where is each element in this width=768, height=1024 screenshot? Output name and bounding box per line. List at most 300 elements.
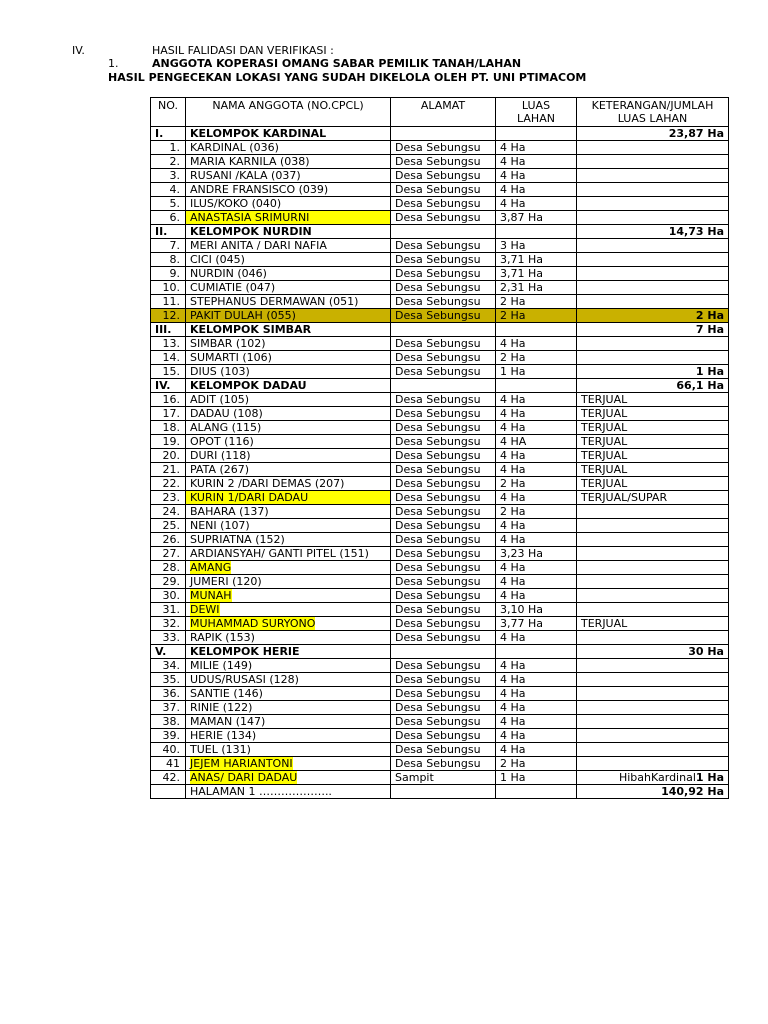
member-name: MARIA KARNILA (038) (186, 155, 391, 169)
member-area: 4 Ha (496, 183, 577, 197)
member-name: SUMARTI (106) (186, 351, 391, 365)
member-area: 2 Ha (496, 757, 577, 771)
table-row (151, 351, 729, 365)
group-total: 23,87 Ha (577, 127, 729, 141)
row-number: 33. (151, 631, 186, 645)
col-header-name: NAMA ANGGOTA (NO.CPCL) (186, 98, 391, 127)
table-row (151, 477, 729, 491)
member-notes (577, 603, 729, 617)
member-name (186, 617, 391, 631)
member-name: MILIE (149) (186, 659, 391, 673)
member-address: Desa Sebungsu (391, 715, 496, 729)
member-address: Desa Sebungsu (391, 141, 496, 155)
row-number: 31. (151, 603, 186, 617)
member-notes (577, 505, 729, 519)
member-area: 4 Ha (496, 169, 577, 183)
member-area: 4 Ha (496, 519, 577, 533)
row-number: 10. (151, 281, 186, 295)
member-name: RINIE (122) (186, 701, 391, 715)
member-notes: TERJUAL (577, 449, 729, 463)
member-name (186, 757, 391, 771)
member-name: TUEL (131) (186, 743, 391, 757)
member-name: DURI (118) (186, 449, 391, 463)
table-row (151, 239, 729, 253)
member-address: Desa Sebungsu (391, 477, 496, 491)
member-address: Desa Sebungsu (391, 533, 496, 547)
row-number: 25. (151, 519, 186, 533)
member-notes: TERJUAL (577, 421, 729, 435)
notes-prefix: HibahKardinal (618, 771, 696, 784)
section-number: IV. (72, 44, 85, 57)
group-name: KELOMPOK NURDIN (186, 225, 391, 239)
row-number: 18. (151, 421, 186, 435)
member-notes (577, 281, 729, 295)
member-notes (577, 337, 729, 351)
member-name: MERI ANITA / DARI NAFIA (186, 239, 391, 253)
row-area (496, 645, 577, 659)
member-notes (577, 631, 729, 645)
table-row (151, 533, 729, 547)
member-notes (577, 155, 729, 169)
row-number: 15. (151, 365, 186, 379)
member-area: 4 Ha (496, 393, 577, 407)
table-row (151, 687, 729, 701)
table-row (151, 183, 729, 197)
member-area: 4 Ha (496, 407, 577, 421)
member-area: 4 HA (496, 435, 577, 449)
table-row (151, 337, 729, 351)
member-notes (577, 267, 729, 281)
member-address: Desa Sebungsu (391, 449, 496, 463)
row-number: 26. (151, 533, 186, 547)
group-row (151, 323, 729, 337)
member-notes (577, 757, 729, 771)
member-area: 4 Ha (496, 715, 577, 729)
member-notes (577, 687, 729, 701)
member-name: BAHARA (137) (186, 505, 391, 519)
member-name: MAMAN (147) (186, 715, 391, 729)
member-area: 4 Ha (496, 561, 577, 575)
member-notes: TERJUAL (577, 435, 729, 449)
member-name: ANASTASIA SRIMURNI (186, 211, 391, 225)
member-notes (577, 519, 729, 533)
highlighted-name: AMANG (190, 561, 232, 574)
group-row (151, 225, 729, 239)
page-label: HALAMAN 1 ……………….. (186, 785, 391, 799)
notes-value: 1 Ha (695, 771, 724, 784)
group-name: KELOMPOK KARDINAL (186, 127, 391, 141)
table-row (151, 561, 729, 575)
member-area: 4 Ha (496, 659, 577, 673)
highlighted-name: MUHAMMAD SURYONO (190, 617, 316, 630)
member-area: 4 Ha (496, 421, 577, 435)
table-body (151, 127, 729, 799)
table-row (151, 141, 729, 155)
table-row (151, 449, 729, 463)
member-address: Desa Sebungsu (391, 673, 496, 687)
table-row (151, 519, 729, 533)
member-area: 4 Ha (496, 337, 577, 351)
row-number: 8. (151, 253, 186, 267)
table-row (151, 603, 729, 617)
member-notes: TERJUAL (577, 393, 729, 407)
member-address: Desa Sebungsu (391, 701, 496, 715)
member-area: 2 Ha (496, 309, 577, 323)
member-name: SIMBAR (102) (186, 337, 391, 351)
row-area (496, 323, 577, 337)
member-notes: TERJUAL (577, 463, 729, 477)
table-row (151, 211, 729, 225)
member-area: 3,77 Ha (496, 617, 577, 631)
row-number: I. (151, 127, 186, 141)
row-number: III. (151, 323, 186, 337)
table-row (151, 421, 729, 435)
row-number: 29. (151, 575, 186, 589)
table-row (151, 715, 729, 729)
member-name (186, 589, 391, 603)
member-notes: TERJUAL (577, 407, 729, 421)
member-name: DIUS (103) (186, 365, 391, 379)
member-area: 3,87 Ha (496, 211, 577, 225)
table-row (151, 463, 729, 477)
row-address (391, 645, 496, 659)
col-header-area: LUAS LAHAN (496, 98, 577, 127)
row-number: 40. (151, 743, 186, 757)
member-name: ILUS/KOKO (040) (186, 197, 391, 211)
member-name: ALANG (115) (186, 421, 391, 435)
member-area: 4 Ha (496, 687, 577, 701)
member-name: SUPRIATNA (152) (186, 533, 391, 547)
row-area (496, 785, 577, 799)
table-row (151, 407, 729, 421)
row-area (496, 127, 577, 141)
member-name: CICI (045) (186, 253, 391, 267)
member-notes (577, 575, 729, 589)
member-address: Desa Sebungsu (391, 421, 496, 435)
member-address: Desa Sebungsu (391, 463, 496, 477)
member-name: RAPIK (153) (186, 631, 391, 645)
member-name: ARDIANSYAH/ GANTI PITEL (151) (186, 547, 391, 561)
row-number: 17. (151, 407, 186, 421)
row-number: 36. (151, 687, 186, 701)
row-number: 41 (151, 757, 186, 771)
member-address: Desa Sebungsu (391, 309, 496, 323)
row-address (391, 225, 496, 239)
member-notes (577, 183, 729, 197)
member-address: Desa Sebungsu (391, 687, 496, 701)
row-number: 4. (151, 183, 186, 197)
member-table (150, 97, 729, 799)
member-name: ANDRE FRANSISCO (039) (186, 183, 391, 197)
member-area: 4 Ha (496, 491, 577, 505)
member-notes (577, 701, 729, 715)
member-notes (577, 239, 729, 253)
table-row (151, 169, 729, 183)
member-area: 4 Ha (496, 533, 577, 547)
member-address: Desa Sebungsu (391, 505, 496, 519)
member-area: 4 Ha (496, 589, 577, 603)
member-notes (577, 589, 729, 603)
member-address: Desa Sebungsu (391, 435, 496, 449)
member-address: Desa Sebungsu (391, 365, 496, 379)
member-area: 2 Ha (496, 505, 577, 519)
table-row (151, 771, 729, 785)
member-area: 4 Ha (496, 729, 577, 743)
row-number: 38. (151, 715, 186, 729)
table-row (151, 617, 729, 631)
member-area: 3,23 Ha (496, 547, 577, 561)
member-area: 3,10 Ha (496, 603, 577, 617)
table-row (151, 365, 729, 379)
member-name: HERIE (134) (186, 729, 391, 743)
member-name: NURDIN (046) (186, 267, 391, 281)
member-address: Desa Sebungsu (391, 589, 496, 603)
member-name: ADIT (105) (186, 393, 391, 407)
member-notes: 2 Ha (577, 309, 729, 323)
table-header-row (151, 98, 729, 127)
member-notes: TERJUAL (577, 477, 729, 491)
member-area: 4 Ha (496, 575, 577, 589)
member-name (186, 771, 391, 785)
total-row (151, 785, 729, 799)
member-area: 4 Ha (496, 743, 577, 757)
member-address: Desa Sebungsu (391, 491, 496, 505)
member-notes: TERJUAL (577, 617, 729, 631)
member-notes: 1 Ha (577, 365, 729, 379)
member-address: Desa Sebungsu (391, 239, 496, 253)
member-name: SANTIE (146) (186, 687, 391, 701)
member-area: 1 Ha (496, 771, 577, 785)
section-title: HASIL FALIDASI DAN VERIFIKASI : (152, 44, 334, 57)
member-address: Desa Sebungsu (391, 617, 496, 631)
member-name: PAKIT DULAH (055) (186, 309, 391, 323)
member-notes (577, 547, 729, 561)
group-name: KELOMPOK SIMBAR (186, 323, 391, 337)
member-area: 3,71 Ha (496, 253, 577, 267)
row-number: 16. (151, 393, 186, 407)
row-number: IV. (151, 379, 186, 393)
group-total: 14,73 Ha (577, 225, 729, 239)
member-name (186, 561, 391, 575)
group-row (151, 379, 729, 393)
row-number: 9. (151, 267, 186, 281)
row-number: 14. (151, 351, 186, 365)
table-row (151, 155, 729, 169)
member-area: 1 Ha (496, 365, 577, 379)
member-notes (577, 743, 729, 757)
member-address: Sampit (391, 771, 496, 785)
member-address: Desa Sebungsu (391, 729, 496, 743)
table-row (151, 435, 729, 449)
member-address: Desa Sebungsu (391, 393, 496, 407)
member-address: Desa Sebungsu (391, 575, 496, 589)
member-address: Desa Sebungsu (391, 281, 496, 295)
highlighted-name: DEWI (190, 603, 220, 616)
member-area: 2,31 Ha (496, 281, 577, 295)
member-address: Desa Sebungsu (391, 407, 496, 421)
row-number: V. (151, 645, 186, 659)
member-notes (577, 197, 729, 211)
col-header-address: ALAMAT (391, 98, 496, 127)
row-number: 11. (151, 295, 186, 309)
table-row (151, 505, 729, 519)
table-row (151, 267, 729, 281)
table-row (151, 547, 729, 561)
member-area: 4 Ha (496, 673, 577, 687)
col-header-no: NO. (151, 98, 186, 127)
row-number: 34. (151, 659, 186, 673)
member-name: KARDINAL (036) (186, 141, 391, 155)
item-title: ANGGOTA KOPERASI OMANG SABAR PEMILIK TANAH/LAHAN (152, 57, 522, 70)
member-notes (577, 771, 729, 785)
member-address: Desa Sebungsu (391, 295, 496, 309)
grand-total: 140,92 Ha (577, 785, 729, 799)
highlighted-name: MUNAH (190, 589, 232, 602)
member-name: DADAU (108) (186, 407, 391, 421)
member-name: RUSANI /KALA (037) (186, 169, 391, 183)
table-row (151, 729, 729, 743)
row-number: 42. (151, 771, 186, 785)
member-notes (577, 295, 729, 309)
row-number: 30. (151, 589, 186, 603)
member-address: Desa Sebungsu (391, 183, 496, 197)
highlighted-name: JEJEM HARIANTONI (190, 757, 293, 770)
member-notes (577, 715, 729, 729)
row-address (391, 127, 496, 141)
member-area: 2 Ha (496, 295, 577, 309)
member-notes (577, 253, 729, 267)
group-row (151, 645, 729, 659)
table-row (151, 743, 729, 757)
member-address: Desa Sebungsu (391, 169, 496, 183)
member-area: 4 Ha (496, 197, 577, 211)
member-address: Desa Sebungsu (391, 211, 496, 225)
member-address: Desa Sebungsu (391, 757, 496, 771)
member-notes (577, 533, 729, 547)
row-number: 24. (151, 505, 186, 519)
row-number: II. (151, 225, 186, 239)
row-number: 35. (151, 673, 186, 687)
member-area: 4 Ha (496, 155, 577, 169)
row-address (391, 379, 496, 393)
member-address: Desa Sebungsu (391, 603, 496, 617)
table-row (151, 197, 729, 211)
member-area: 3,71 Ha (496, 267, 577, 281)
member-notes: TERJUAL/SUPAR (577, 491, 729, 505)
row-number: 7. (151, 239, 186, 253)
member-area: 2 Ha (496, 351, 577, 365)
member-name: KURIN 2 /DARI DEMAS (207) (186, 477, 391, 491)
row-number: 23. (151, 491, 186, 505)
row-number: 27. (151, 547, 186, 561)
row-number (151, 785, 186, 799)
member-address: Desa Sebungsu (391, 351, 496, 365)
row-number: 28. (151, 561, 186, 575)
row-number: 2. (151, 155, 186, 169)
member-notes (577, 351, 729, 365)
member-address: Desa Sebungsu (391, 155, 496, 169)
table-row (151, 701, 729, 715)
member-area: 4 Ha (496, 463, 577, 477)
table-row (151, 589, 729, 603)
group-total: 7 Ha (577, 323, 729, 337)
group-name: KELOMPOK HERIE (186, 645, 391, 659)
member-area: 4 Ha (496, 631, 577, 645)
member-name: JUMERI (120) (186, 575, 391, 589)
member-name: PATA (267) (186, 463, 391, 477)
table-row (151, 491, 729, 505)
member-address: Desa Sebungsu (391, 561, 496, 575)
member-address: Desa Sebungsu (391, 197, 496, 211)
member-notes (577, 673, 729, 687)
table-row (151, 309, 729, 323)
member-address: Desa Sebungsu (391, 631, 496, 645)
member-notes (577, 211, 729, 225)
row-number: 22. (151, 477, 186, 491)
member-address: Desa Sebungsu (391, 337, 496, 351)
row-number: 12. (151, 309, 186, 323)
member-name: OPOT (116) (186, 435, 391, 449)
member-name: KURIN 1/DARI DADAU (186, 491, 391, 505)
row-number: 37. (151, 701, 186, 715)
document-subtitle: HASIL PENGECEKAN LOKASI YANG SUDAH DIKELOLA OLEH PT. UNI PTIMACOM (108, 71, 587, 84)
row-number: 6. (151, 211, 186, 225)
table-row (151, 659, 729, 673)
member-area: 2 Ha (496, 477, 577, 491)
member-address: Desa Sebungsu (391, 253, 496, 267)
member-address: Desa Sebungsu (391, 519, 496, 533)
row-number: 39. (151, 729, 186, 743)
group-name: KELOMPOK DADAU (186, 379, 391, 393)
row-number: 1. (151, 141, 186, 155)
member-address: Desa Sebungsu (391, 743, 496, 757)
member-name: NENI (107) (186, 519, 391, 533)
row-address (391, 323, 496, 337)
row-address (391, 785, 496, 799)
member-area: 4 Ha (496, 449, 577, 463)
member-notes (577, 169, 729, 183)
member-area: 4 Ha (496, 701, 577, 715)
member-area: 3 Ha (496, 239, 577, 253)
member-notes (577, 659, 729, 673)
member-area: 4 Ha (496, 141, 577, 155)
member-notes (577, 141, 729, 155)
member-name (186, 603, 391, 617)
member-notes (577, 729, 729, 743)
row-area (496, 225, 577, 239)
row-number: 32. (151, 617, 186, 631)
highlighted-name: ANAS/ DARI DADAU (190, 771, 298, 784)
row-number: 5. (151, 197, 186, 211)
col-header-notes: KETERANGAN/JUMLAH LUAS LAHAN (577, 98, 729, 127)
member-notes (577, 561, 729, 575)
member-name: CUMIATIE (047) (186, 281, 391, 295)
item-number: 1. (108, 57, 119, 70)
table-row (151, 393, 729, 407)
member-address: Desa Sebungsu (391, 547, 496, 561)
member-address: Desa Sebungsu (391, 267, 496, 281)
member-address: Desa Sebungsu (391, 659, 496, 673)
member-name: STEPHANUS DERMAWAN (051) (186, 295, 391, 309)
table-row (151, 575, 729, 589)
group-row (151, 127, 729, 141)
row-area (496, 379, 577, 393)
table-row (151, 631, 729, 645)
table-row (151, 757, 729, 771)
row-number: 20. (151, 449, 186, 463)
table-row (151, 253, 729, 267)
group-total: 66,1 Ha (577, 379, 729, 393)
